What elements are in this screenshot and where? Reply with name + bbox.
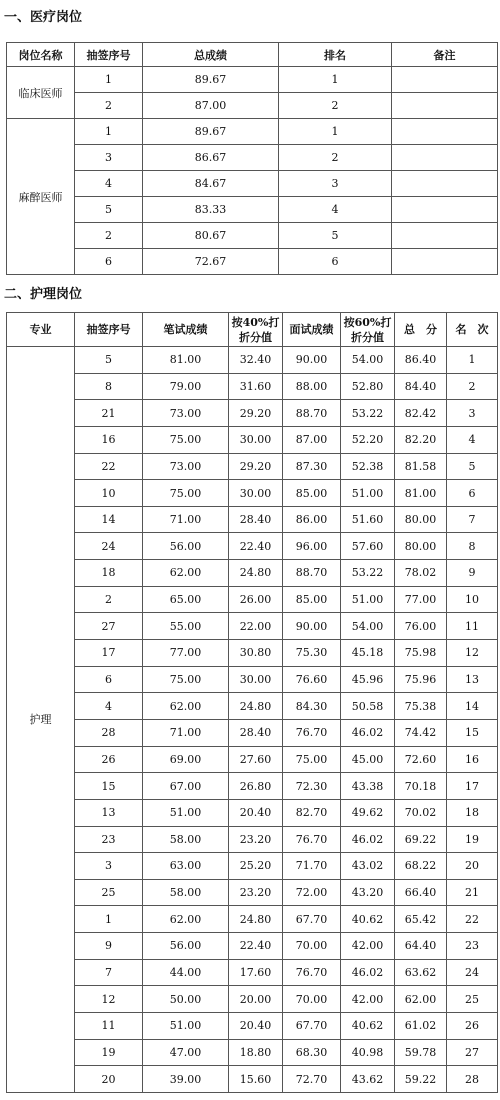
draw-number: 4: [75, 693, 143, 720]
section-title-nursing: 二、护理岗位: [4, 287, 83, 302]
written-score: 55.00: [143, 613, 229, 640]
interview-score: 84.30: [283, 693, 341, 720]
draw-number: 6: [75, 249, 143, 275]
interview-score: 90.00: [283, 347, 341, 374]
interview-score: 67.70: [283, 1013, 341, 1040]
table-row: [7, 719, 498, 746]
draw-number: 3: [75, 145, 143, 171]
written-weighted: 23.20: [229, 879, 283, 906]
total-score: 63.62: [395, 959, 447, 986]
written-weighted: 26.80: [229, 773, 283, 800]
note: [392, 119, 498, 145]
interview-weighted: 50.58: [341, 693, 395, 720]
draw-number: 5: [75, 347, 143, 374]
rank: 18: [447, 799, 498, 826]
written-score: 50.00: [143, 986, 229, 1013]
written-weighted: 26.00: [229, 586, 283, 613]
interview-score: 87.00: [283, 426, 341, 453]
rank: 1: [447, 347, 498, 374]
rank: 1: [279, 119, 392, 145]
interview-weighted: 45.00: [341, 746, 395, 773]
written-weighted: 31.60: [229, 373, 283, 400]
draw-number: 4: [75, 171, 143, 197]
interview-score: 71.70: [283, 853, 341, 880]
total-score: 65.42: [395, 906, 447, 933]
header-interview-score: 面试成绩: [283, 313, 341, 347]
draw-number: 2: [75, 93, 143, 119]
rank: 22: [447, 906, 498, 933]
draw-number: 23: [75, 826, 143, 853]
header-draw-number: 抽签序号: [75, 43, 143, 67]
interview-weighted: 49.62: [341, 799, 395, 826]
draw-number: 7: [75, 959, 143, 986]
total-score: 80.00: [395, 533, 447, 560]
interview-score: 72.30: [283, 773, 341, 800]
written-score: 62.00: [143, 906, 229, 933]
written-weighted: 28.40: [229, 506, 283, 533]
header-rank: 名 次: [447, 313, 498, 347]
major-name: 护理: [7, 347, 75, 1093]
interview-score: 76.70: [283, 826, 341, 853]
rank: 4: [279, 197, 392, 223]
total-score: 81.58: [395, 453, 447, 480]
draw-number: 6: [75, 666, 143, 693]
total-score: 86.40: [395, 347, 447, 374]
interview-weighted: 40.62: [341, 906, 395, 933]
rank: 2: [447, 373, 498, 400]
table-row: [7, 773, 498, 800]
table-row: [7, 480, 498, 507]
interview-weighted: 43.38: [341, 773, 395, 800]
interview-score: 67.70: [283, 906, 341, 933]
table-row: [7, 853, 498, 880]
table-row: [7, 249, 498, 275]
table-row: [7, 879, 498, 906]
written-weighted: 15.60: [229, 1066, 283, 1093]
table-row: [7, 426, 498, 453]
draw-number: 1: [75, 119, 143, 145]
interview-score: 87.30: [283, 453, 341, 480]
rank: 15: [447, 719, 498, 746]
written-weighted: 30.00: [229, 480, 283, 507]
table-row: [7, 373, 498, 400]
total-score: 72.60: [395, 746, 447, 773]
interview-weighted: 46.02: [341, 959, 395, 986]
total-score: 70.18: [395, 773, 447, 800]
written-score: 77.00: [143, 640, 229, 667]
total-score: 89.67: [143, 119, 279, 145]
position-name: 临床医师: [7, 67, 75, 119]
table-row: [7, 640, 498, 667]
written-score: 71.00: [143, 506, 229, 533]
written-score: 73.00: [143, 453, 229, 480]
total-score: 76.00: [395, 613, 447, 640]
interview-weighted: 42.00: [341, 986, 395, 1013]
draw-number: 27: [75, 613, 143, 640]
table-row: [7, 119, 498, 145]
interview-weighted: 51.00: [341, 480, 395, 507]
interview-score: 76.70: [283, 959, 341, 986]
interview-weighted: 57.60: [341, 533, 395, 560]
table-row: [7, 533, 498, 560]
interview-weighted: 40.98: [341, 1039, 395, 1066]
interview-score: 88.70: [283, 560, 341, 587]
total-score: 80.67: [143, 223, 279, 249]
table-row: [7, 560, 498, 587]
interview-weighted: 52.80: [341, 373, 395, 400]
written-score: 75.00: [143, 666, 229, 693]
draw-number: 28: [75, 719, 143, 746]
rank: 5: [279, 223, 392, 249]
interview-score: 82.70: [283, 799, 341, 826]
written-score: 44.00: [143, 959, 229, 986]
rank: 7: [447, 506, 498, 533]
rank: 11: [447, 613, 498, 640]
written-score: 56.00: [143, 933, 229, 960]
draw-number: 1: [75, 906, 143, 933]
draw-number: 2: [75, 223, 143, 249]
written-weighted: 20.40: [229, 1013, 283, 1040]
written-score: 51.00: [143, 799, 229, 826]
rank: 19: [447, 826, 498, 853]
rank: 13: [447, 666, 498, 693]
written-score: 67.00: [143, 773, 229, 800]
draw-number: 21: [75, 400, 143, 427]
rank: 17: [447, 773, 498, 800]
rank: 10: [447, 586, 498, 613]
interview-weighted: 45.96: [341, 666, 395, 693]
written-weighted: 30.00: [229, 666, 283, 693]
total-score: 82.42: [395, 400, 447, 427]
interview-score: 88.70: [283, 400, 341, 427]
draw-number: 2: [75, 586, 143, 613]
written-weighted: 22.00: [229, 613, 283, 640]
interview-score: 90.00: [283, 613, 341, 640]
total-score: 86.67: [143, 145, 279, 171]
written-score: 62.00: [143, 693, 229, 720]
written-weighted: 29.20: [229, 453, 283, 480]
written-weighted: 29.20: [229, 400, 283, 427]
written-score: 58.00: [143, 826, 229, 853]
total-score: 66.40: [395, 879, 447, 906]
table-row: [7, 1066, 498, 1093]
interview-weighted: 53.22: [341, 560, 395, 587]
table-row: [7, 453, 498, 480]
rank: 12: [447, 640, 498, 667]
rank: 9: [447, 560, 498, 587]
header-draw-number: 抽签序号: [75, 313, 143, 347]
total-score: 69.22: [395, 826, 447, 853]
total-score: 61.02: [395, 1013, 447, 1040]
total-score: 82.20: [395, 426, 447, 453]
rank: 8: [447, 533, 498, 560]
written-weighted: 24.80: [229, 560, 283, 587]
rank: 23: [447, 933, 498, 960]
interview-weighted: 43.20: [341, 879, 395, 906]
total-score: 77.00: [395, 586, 447, 613]
total-score: 87.00: [143, 93, 279, 119]
written-score: 56.00: [143, 533, 229, 560]
total-score: 74.42: [395, 719, 447, 746]
interview-score: 86.00: [283, 506, 341, 533]
table-row: [7, 666, 498, 693]
header-note: 备注: [392, 43, 498, 67]
note: [392, 145, 498, 171]
rank: 2: [279, 145, 392, 171]
written-score: 58.00: [143, 879, 229, 906]
table-row: [7, 906, 498, 933]
interview-weighted: 43.62: [341, 1066, 395, 1093]
interview-weighted: 53.22: [341, 400, 395, 427]
interview-score: 85.00: [283, 586, 341, 613]
draw-number: 12: [75, 986, 143, 1013]
total-score: 72.67: [143, 249, 279, 275]
written-score: 65.00: [143, 586, 229, 613]
total-score: 80.00: [395, 506, 447, 533]
rank: 24: [447, 959, 498, 986]
interview-weighted: 40.62: [341, 1013, 395, 1040]
interview-weighted: 52.38: [341, 453, 395, 480]
written-score: 51.00: [143, 1013, 229, 1040]
draw-number: 18: [75, 560, 143, 587]
written-weighted: 17.60: [229, 959, 283, 986]
written-score: 62.00: [143, 560, 229, 587]
draw-number: 14: [75, 506, 143, 533]
table-row: [7, 347, 498, 374]
draw-number: 17: [75, 640, 143, 667]
rank: 16: [447, 746, 498, 773]
table-row: [7, 826, 498, 853]
rank: 4: [447, 426, 498, 453]
total-score: 62.00: [395, 986, 447, 1013]
interview-score: 76.70: [283, 719, 341, 746]
table-row: [7, 959, 498, 986]
total-score: 70.02: [395, 799, 447, 826]
table-row: [7, 933, 498, 960]
table-row: [7, 400, 498, 427]
nursing-results-table: [6, 312, 498, 1093]
written-score: 75.00: [143, 426, 229, 453]
header-major: 专业: [7, 313, 75, 347]
table-row: [7, 986, 498, 1013]
written-weighted: 23.20: [229, 826, 283, 853]
written-weighted: 20.00: [229, 986, 283, 1013]
written-score: 39.00: [143, 1066, 229, 1093]
table-row: [7, 93, 498, 119]
section-title-medical: 一、医疗岗位: [4, 10, 83, 25]
total-score: 75.98: [395, 640, 447, 667]
interview-weighted: 51.60: [341, 506, 395, 533]
table-row: [7, 1039, 498, 1066]
note: [392, 171, 498, 197]
table-row: [7, 586, 498, 613]
written-score: 75.00: [143, 480, 229, 507]
written-weighted: 22.40: [229, 533, 283, 560]
total-score: 64.40: [395, 933, 447, 960]
draw-number: 26: [75, 746, 143, 773]
interview-score: 70.00: [283, 986, 341, 1013]
rank: 3: [447, 400, 498, 427]
total-score: 81.00: [395, 480, 447, 507]
rank: 28: [447, 1066, 498, 1093]
interview-weighted: 43.02: [341, 853, 395, 880]
interview-weighted: 46.02: [341, 826, 395, 853]
table-row: [7, 799, 498, 826]
written-weighted: 20.40: [229, 799, 283, 826]
header-rank: 排名: [279, 43, 392, 67]
draw-number: 9: [75, 933, 143, 960]
rank: 25: [447, 986, 498, 1013]
rank: 27: [447, 1039, 498, 1066]
total-score: 84.67: [143, 171, 279, 197]
written-score: 63.00: [143, 853, 229, 880]
interview-score: 96.00: [283, 533, 341, 560]
interview-score: 88.00: [283, 373, 341, 400]
header-position: 岗位名称: [7, 43, 75, 67]
rank: 2: [279, 93, 392, 119]
interview-weighted: 51.00: [341, 586, 395, 613]
table-row: [7, 693, 498, 720]
draw-number: 3: [75, 853, 143, 880]
interview-score: 68.30: [283, 1039, 341, 1066]
draw-number: 13: [75, 799, 143, 826]
total-score: 78.02: [395, 560, 447, 587]
rank: 3: [279, 171, 392, 197]
note: [392, 249, 498, 275]
header-total-score: 总 分: [395, 313, 447, 347]
interview-score: 72.70: [283, 1066, 341, 1093]
draw-number: 15: [75, 773, 143, 800]
written-score: 71.00: [143, 719, 229, 746]
header-interview-weighted: 按60%打折分值: [341, 313, 395, 347]
interview-weighted: 46.02: [341, 719, 395, 746]
medical-results-table: [6, 42, 498, 275]
interview-score: 70.00: [283, 933, 341, 960]
table-row: [7, 145, 498, 171]
header-written-score: 笔试成绩: [143, 313, 229, 347]
written-score: 47.00: [143, 1039, 229, 1066]
total-score: 75.38: [395, 693, 447, 720]
interview-weighted: 42.00: [341, 933, 395, 960]
draw-number: 8: [75, 373, 143, 400]
interview-score: 76.60: [283, 666, 341, 693]
draw-number: 1: [75, 67, 143, 93]
total-score: 59.78: [395, 1039, 447, 1066]
interview-score: 75.00: [283, 746, 341, 773]
table-row: [7, 171, 498, 197]
written-weighted: 30.00: [229, 426, 283, 453]
interview-weighted: 54.00: [341, 347, 395, 374]
written-weighted: 27.60: [229, 746, 283, 773]
total-score: 59.22: [395, 1066, 447, 1093]
interview-weighted: 54.00: [341, 613, 395, 640]
total-score: 83.33: [143, 197, 279, 223]
written-score: 81.00: [143, 347, 229, 374]
interview-score: 72.00: [283, 879, 341, 906]
table-row: [7, 197, 498, 223]
draw-number: 10: [75, 480, 143, 507]
rank: 20: [447, 853, 498, 880]
header-written-weighted: 按40%打折分值: [229, 313, 283, 347]
written-score: 73.00: [143, 400, 229, 427]
draw-number: 5: [75, 197, 143, 223]
table-row: [7, 67, 498, 93]
written-weighted: 25.20: [229, 853, 283, 880]
table-row: [7, 223, 498, 249]
rank: 5: [447, 453, 498, 480]
table-header-row: [7, 313, 498, 347]
written-score: 79.00: [143, 373, 229, 400]
header-total-score: 总成绩: [143, 43, 279, 67]
written-weighted: 30.80: [229, 640, 283, 667]
written-weighted: 22.40: [229, 933, 283, 960]
draw-number: 16: [75, 426, 143, 453]
note: [392, 223, 498, 249]
interview-score: 85.00: [283, 480, 341, 507]
total-score: 84.40: [395, 373, 447, 400]
rank: 26: [447, 1013, 498, 1040]
note: [392, 197, 498, 223]
written-weighted: 18.80: [229, 1039, 283, 1066]
draw-number: 24: [75, 533, 143, 560]
draw-number: 19: [75, 1039, 143, 1066]
total-score: 68.22: [395, 853, 447, 880]
table-row: [7, 746, 498, 773]
table-row: [7, 1013, 498, 1040]
written-weighted: 32.40: [229, 347, 283, 374]
note: [392, 67, 498, 93]
rank: 14: [447, 693, 498, 720]
interview-weighted: 52.20: [341, 426, 395, 453]
rank: 21: [447, 879, 498, 906]
interview-weighted: 45.18: [341, 640, 395, 667]
draw-number: 11: [75, 1013, 143, 1040]
table-row: [7, 613, 498, 640]
draw-number: 22: [75, 453, 143, 480]
rank: 6: [279, 249, 392, 275]
total-score: 89.67: [143, 67, 279, 93]
position-name: 麻醉医师: [7, 119, 75, 275]
written-weighted: 28.40: [229, 719, 283, 746]
written-weighted: 24.80: [229, 906, 283, 933]
table-header-row: [7, 43, 498, 67]
rank: 6: [447, 480, 498, 507]
table-row: [7, 506, 498, 533]
rank: 1: [279, 67, 392, 93]
draw-number: 20: [75, 1066, 143, 1093]
written-weighted: 24.80: [229, 693, 283, 720]
note: [392, 93, 498, 119]
written-score: 69.00: [143, 746, 229, 773]
draw-number: 25: [75, 879, 143, 906]
interview-score: 75.30: [283, 640, 341, 667]
total-score: 75.96: [395, 666, 447, 693]
